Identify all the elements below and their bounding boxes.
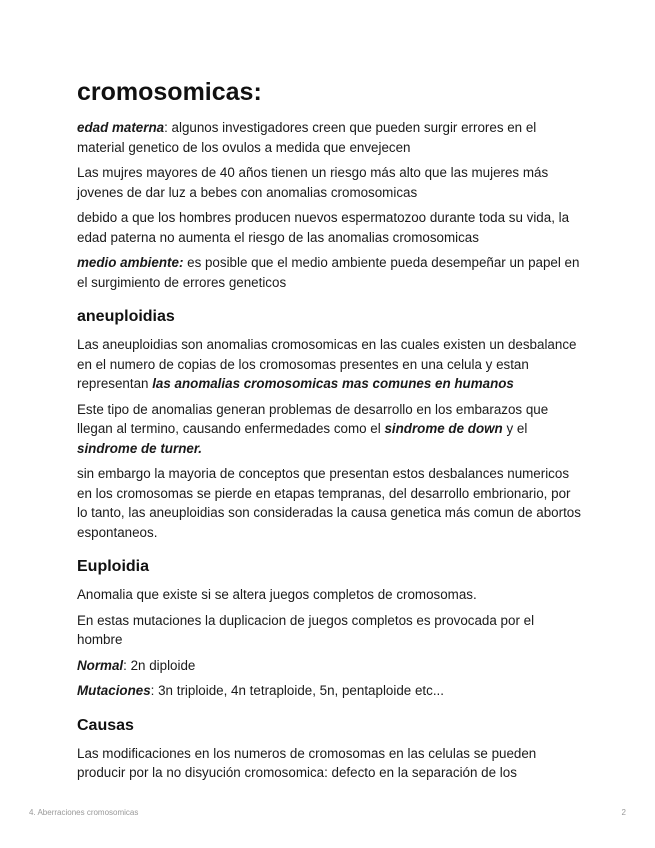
term-normal: Normal: [77, 657, 124, 673]
paragraph-aneuploidias-problemas: [77, 400, 582, 459]
term-edad-materna: edad materna: [77, 120, 165, 135]
term-sindrome-down: sindrome de down: [384, 421, 503, 436]
paragraph-edad-paterna: debido a que los hombres producen nuevos espermatozoo durante toda su vida, la edad paterna no aumenta el riesgo de las anomalias cromosomicas: [77, 210, 570, 245]
paragraph-mujeres-mayores: Las mujres mayores de 40 años tienen un riesgo más alto que las mujeres más jovenes de dar luz a bebes con anomalias cromosomicas: [77, 165, 549, 200]
text-mutaciones: : 3n triploide, 4n tetraploide, 5n, pentaploide etc...: [150, 683, 444, 698]
paragraph-normal: [77, 656, 582, 676]
text-problemas-b: y el: [502, 421, 528, 436]
paragraph-aneuploidias-definicion: [77, 335, 582, 394]
heading-euploidia: Euploidia: [77, 558, 149, 575]
paragraph-mutaciones: [77, 681, 582, 701]
document-page: [77, 74, 582, 789]
text-normal: : 2n diploide: [123, 657, 196, 673]
paragraph-aneuploidias-abortos: sin embargo la mayoria de conceptos que presentan estos desbalances numericos en los cromosomas se pierde en etapas tempranas, del desarrollo embrionario, por lo tanto, las aneuploidias son consideradas la causa genetica más comun de abortos espontaneos.: [77, 466, 581, 540]
term-anomalias-comunes: las anomalias cromosomicas mas comunes en humanos: [152, 376, 514, 391]
text-problemas-a: Este tipo de anomalias generan problemas de desarrollo en los embarazos que llegan al termino, causando enfermedades como el: [77, 401, 549, 436]
footer-page-number: 2: [621, 808, 626, 817]
term-sindrome-turner: sindrome de turner.: [77, 440, 203, 456]
term-mutaciones: Mutaciones: [77, 683, 151, 698]
paragraph-edad-materna: [77, 118, 582, 157]
footer-document-title: 4. Aberraciones cromosomicas: [29, 808, 139, 817]
paragraph-medio-ambiente: [77, 253, 582, 292]
page-title: cromosomicas:: [77, 78, 262, 106]
text-edad-materna: : algunos investigadores creen que pueden surgir errores en el material genetico de los ovulos a medida que envejecen: [77, 120, 537, 155]
term-medio-ambiente: medio ambiente:: [77, 255, 184, 270]
paragraph-euploidia-duplicacion: En estas mutaciones la duplicacion de juegos completos es provocada por el hombre: [77, 612, 535, 647]
paragraph-causas: Las modificaciones en los numeros de cromosomas en las celulas se pueden producir por la no disyución cromosomica: defecto en la separación de los: [77, 745, 537, 780]
text-medio-ambiente: es posible que el medio ambiente pueda desempeñar un papel en el surgimiento de errores geneticos: [77, 255, 580, 290]
heading-causas: Causas: [77, 716, 134, 734]
heading-aneuploidias: aneuploidias: [77, 308, 175, 325]
text-aneuploidias-definicion: Las aneuploidias son anomalias cromosomicas en las cuales existen un desbalance en el numero de copias de los cromosomas presentes en una celula y estan representan: [77, 337, 577, 391]
paragraph-euploidia-definicion: Anomalia que existe si se altera juegos completos de cromosomas.: [77, 587, 477, 602]
